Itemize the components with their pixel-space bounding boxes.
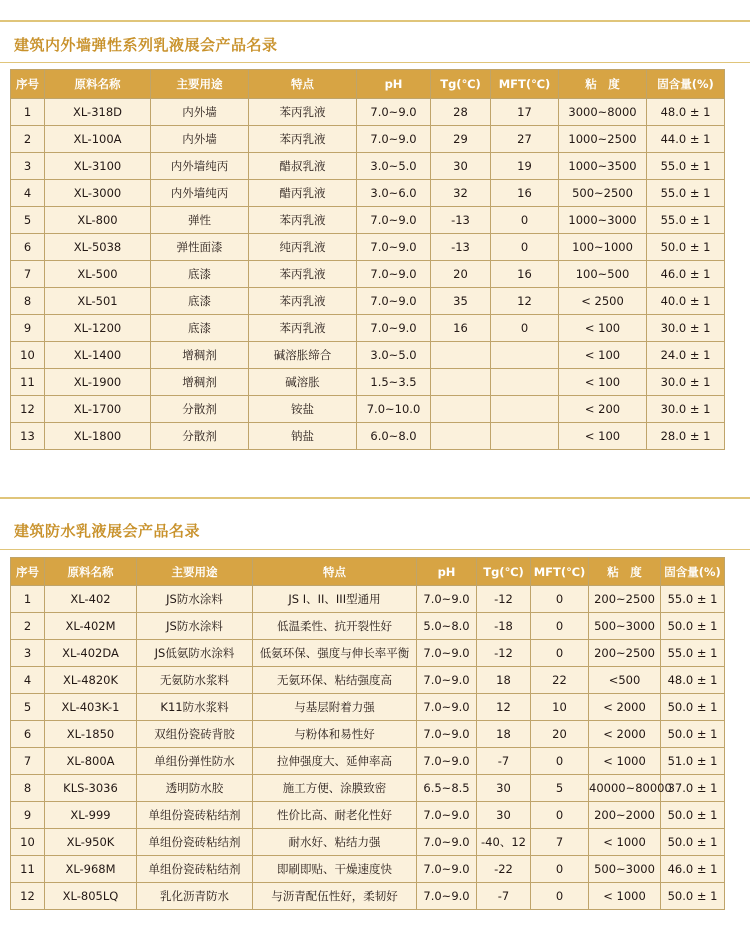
table-cell: 分散剂 [151, 423, 249, 450]
table-cell: 3.0~5.0 [357, 342, 431, 369]
table-cell: 底漆 [151, 261, 249, 288]
table-cell: 7.0~9.0 [417, 667, 477, 694]
table-cell: 拉伸强度大、延伸率高 [253, 748, 417, 775]
section2-header-row [11, 558, 725, 586]
table-cell: XL-3100 [45, 153, 151, 180]
table-cell: 0 [531, 613, 589, 640]
table-cell: 9 [11, 802, 45, 829]
table-cell: 内外墙纯丙 [151, 180, 249, 207]
table-cell: JS I、II、III型通用 [253, 586, 417, 613]
table-cell: 7 [11, 748, 45, 775]
table-cell: XL-1850 [45, 721, 137, 748]
column-header: 特点 [253, 558, 417, 586]
section1-title: 建筑内外墙弹性系列乳液展会产品名录 [14, 36, 278, 54]
table-cell: 无氨环保、粘结强度高 [253, 667, 417, 694]
table-cell: 与沥青配伍性好，柔韧好 [253, 883, 417, 910]
table-cell: 50.0 ± 1 [661, 883, 725, 910]
table-cell: 5.0~8.0 [417, 613, 477, 640]
table-cell: 底漆 [151, 288, 249, 315]
table-cell: XL-800 [45, 207, 151, 234]
table-cell: 7.0~9.0 [417, 586, 477, 613]
table-cell: 500~2500 [559, 180, 647, 207]
table-cell: 弹性面漆 [151, 234, 249, 261]
table-cell: XL-805LQ [45, 883, 137, 910]
table-cell: 16 [431, 315, 491, 342]
table-cell: 7.0~9.0 [357, 261, 431, 288]
table-cell: 3 [11, 153, 45, 180]
table-cell: XL-1900 [45, 369, 151, 396]
table-cell: 与基层附着力强 [253, 694, 417, 721]
table-cell: 醋叔乳液 [249, 153, 357, 180]
top-rule [0, 20, 750, 22]
table-cell: XL-1400 [45, 342, 151, 369]
table-cell: 55.0 ± 1 [647, 153, 725, 180]
table-cell: 7.0~9.0 [417, 802, 477, 829]
table-cell: K11防水浆料 [137, 694, 253, 721]
table-row [11, 586, 725, 613]
table-cell: 耐水好、粘结力强 [253, 829, 417, 856]
table-cell: XL-402 [45, 586, 137, 613]
table-cell: 2 [11, 126, 45, 153]
table-row [11, 775, 725, 802]
table-cell: 30 [477, 802, 531, 829]
table-cell: 7.0~9.0 [357, 234, 431, 261]
table-cell: 10 [11, 829, 45, 856]
table-row [11, 207, 725, 234]
section1-table [10, 69, 725, 450]
table-cell: XL-318D [45, 99, 151, 126]
table-cell: 50.0 ± 1 [661, 829, 725, 856]
column-header: 固含量(%) [647, 70, 725, 99]
column-header: 主要用途 [151, 70, 249, 99]
table-cell: XL-501 [45, 288, 151, 315]
table-cell: 20 [431, 261, 491, 288]
table-cell: 施工方便、涂膜致密 [253, 775, 417, 802]
table-cell: 27 [491, 126, 559, 153]
table-cell: -12 [477, 586, 531, 613]
table-cell: 1 [11, 99, 45, 126]
table-row [11, 99, 725, 126]
table-cell: 低温柔性、抗开裂性好 [253, 613, 417, 640]
table-cell: 16 [491, 261, 559, 288]
table-row [11, 883, 725, 910]
table-cell: 28.0 ± 1 [647, 423, 725, 450]
table-cell: XL-402M [45, 613, 137, 640]
table-cell: 1000~3000 [559, 207, 647, 234]
table-cell: 3000~8000 [559, 99, 647, 126]
table-cell: -7 [477, 748, 531, 775]
table-cell: 50.0 ± 1 [661, 613, 725, 640]
table-cell: 0 [531, 640, 589, 667]
table-cell: 苯丙乳液 [249, 126, 357, 153]
column-header: Tg(℃) [477, 558, 531, 586]
table-cell: 200~2500 [589, 640, 661, 667]
table-cell: 55.0 ± 1 [647, 207, 725, 234]
table-cell: < 1000 [589, 883, 661, 910]
table-cell: -13 [431, 207, 491, 234]
table-cell: 500~3000 [589, 613, 661, 640]
section2-body [11, 586, 725, 910]
section1-header-row [11, 70, 725, 99]
table-cell [431, 369, 491, 396]
table-cell: 1 [11, 586, 45, 613]
table-cell [491, 342, 559, 369]
table-cell: 50.0 ± 1 [661, 802, 725, 829]
table-cell: 苯丙乳液 [249, 261, 357, 288]
table-cell [431, 423, 491, 450]
table-cell: 50.0 ± 1 [647, 234, 725, 261]
table-cell: 44.0 ± 1 [647, 126, 725, 153]
table-cell: XL-999 [45, 802, 137, 829]
table-cell: 12 [11, 883, 45, 910]
table-cell: 24.0 ± 1 [647, 342, 725, 369]
table-row [11, 856, 725, 883]
table-cell: 19 [491, 153, 559, 180]
table-cell: 低氨环保、强度与伸长率平衡 [253, 640, 417, 667]
table-cell: -22 [477, 856, 531, 883]
table-cell: XL-403K-1 [45, 694, 137, 721]
table-row [11, 829, 725, 856]
table-cell: 乳化沥青防水 [137, 883, 253, 910]
table-cell: 16 [491, 180, 559, 207]
table-cell: 30.0 ± 1 [647, 315, 725, 342]
table-row [11, 423, 725, 450]
table-cell: XL-800A [45, 748, 137, 775]
section2-table [10, 557, 725, 910]
table-cell: < 2500 [559, 288, 647, 315]
column-header: 原料名称 [45, 70, 151, 99]
table-row [11, 261, 725, 288]
table-cell: 增稠剂 [151, 342, 249, 369]
table-cell: 7.0~9.0 [417, 856, 477, 883]
table-cell: XL-1700 [45, 396, 151, 423]
table-cell: 苯丙乳液 [249, 315, 357, 342]
table-cell: 碱溶胀缔合 [249, 342, 357, 369]
table-cell: 40.0 ± 1 [647, 288, 725, 315]
table-cell: 6 [11, 721, 45, 748]
table-cell: 51.0 ± 1 [661, 748, 725, 775]
table-cell: 弹性 [151, 207, 249, 234]
column-header: 主要用途 [137, 558, 253, 586]
table-cell: 11 [11, 369, 45, 396]
table-cell [491, 423, 559, 450]
table-cell: 8 [11, 775, 45, 802]
table-cell: 钠盐 [249, 423, 357, 450]
table-cell: 20 [531, 721, 589, 748]
table-cell: 0 [531, 748, 589, 775]
table-row [11, 667, 725, 694]
table-cell [491, 396, 559, 423]
table-cell: 3.0~6.0 [357, 180, 431, 207]
table-cell: 40000~80000 [589, 775, 661, 802]
table-cell: 28 [431, 99, 491, 126]
table-cell: 6 [11, 234, 45, 261]
table-row [11, 369, 725, 396]
table-cell: 分散剂 [151, 396, 249, 423]
table-cell: 12 [477, 694, 531, 721]
table-cell: 7 [11, 261, 45, 288]
table-cell: 30 [477, 775, 531, 802]
table-cell: XL-500 [45, 261, 151, 288]
column-header: 序号 [11, 70, 45, 99]
table-row [11, 640, 725, 667]
table-cell: 双组份瓷砖背胶 [137, 721, 253, 748]
table-cell: XL-100A [45, 126, 151, 153]
section1-rule [0, 62, 750, 63]
table-cell: < 200 [559, 396, 647, 423]
table-cell: 0 [531, 883, 589, 910]
table-cell: 7 [531, 829, 589, 856]
table-cell: 5 [531, 775, 589, 802]
table-cell: 增稠剂 [151, 369, 249, 396]
table-cell: 200~2000 [589, 802, 661, 829]
table-cell: 37.0 ± 1 [661, 775, 725, 802]
table-cell: XL-1800 [45, 423, 151, 450]
table-cell: 即刷即贴、干燥速度快 [253, 856, 417, 883]
table-cell: 2 [11, 613, 45, 640]
table-cell: 7.0~9.0 [417, 640, 477, 667]
table-cell [431, 396, 491, 423]
table-cell: 30 [431, 153, 491, 180]
table-row [11, 748, 725, 775]
table-row [11, 315, 725, 342]
column-header: 固含量(%) [661, 558, 725, 586]
table-cell: 苯丙乳液 [249, 99, 357, 126]
table-cell: -13 [431, 234, 491, 261]
table-cell: 7.0~9.0 [417, 829, 477, 856]
table-cell: 9 [11, 315, 45, 342]
table-cell: 50.0 ± 1 [661, 694, 725, 721]
table-cell: 4 [11, 667, 45, 694]
table-cell: -12 [477, 640, 531, 667]
table-cell: 7.0~9.0 [357, 207, 431, 234]
table-cell: 单组份弹性防水 [137, 748, 253, 775]
table-cell: < 100 [559, 342, 647, 369]
table-cell: 17 [491, 99, 559, 126]
column-header: 粘 度 [589, 558, 661, 586]
table-cell: 5 [11, 694, 45, 721]
table-row [11, 234, 725, 261]
table-cell: 3 [11, 640, 45, 667]
table-cell: 200~2500 [589, 586, 661, 613]
table-cell: 苯丙乳液 [249, 288, 357, 315]
table-cell: XL-3000 [45, 180, 151, 207]
table-cell: 单组份瓷砖粘结剂 [137, 829, 253, 856]
table-cell: 500~3000 [589, 856, 661, 883]
table-cell: 苯丙乳液 [249, 207, 357, 234]
table-cell: < 100 [559, 315, 647, 342]
table-cell: 32 [431, 180, 491, 207]
table-cell: 与粉体和易性好 [253, 721, 417, 748]
table-cell: 7.0~9.0 [357, 288, 431, 315]
table-cell: 46.0 ± 1 [647, 261, 725, 288]
table-cell: -40、12 [477, 829, 531, 856]
table-cell: 10 [11, 342, 45, 369]
table-cell [491, 369, 559, 396]
column-header: Tg(℃) [431, 70, 491, 99]
table-cell: 单组份瓷砖粘结剂 [137, 802, 253, 829]
table-row [11, 802, 725, 829]
table-cell: < 100 [559, 369, 647, 396]
table-cell: 50.0 ± 1 [661, 721, 725, 748]
table-cell: 内外墙纯丙 [151, 153, 249, 180]
column-header: MFT(℃) [491, 70, 559, 99]
section1-body [11, 99, 725, 450]
column-header: MFT(℃) [531, 558, 589, 586]
table-row [11, 613, 725, 640]
table-cell: 7.0~10.0 [357, 396, 431, 423]
table-cell: < 100 [559, 423, 647, 450]
table-cell: 碱溶胀 [249, 369, 357, 396]
table-cell: < 1000 [589, 748, 661, 775]
table-cell: 30.0 ± 1 [647, 396, 725, 423]
table-cell: 0 [531, 802, 589, 829]
table-cell [431, 342, 491, 369]
table-cell: 底漆 [151, 315, 249, 342]
table-cell: -7 [477, 883, 531, 910]
table-cell: 11 [11, 856, 45, 883]
column-header: pH [357, 70, 431, 99]
table-cell: 7.0~9.0 [417, 883, 477, 910]
table-cell: 55.0 ± 1 [661, 640, 725, 667]
table-cell: 10 [531, 694, 589, 721]
table-cell: 7.0~9.0 [357, 126, 431, 153]
table-cell: XL-4820K [45, 667, 137, 694]
table-cell: 55.0 ± 1 [661, 586, 725, 613]
table-row [11, 288, 725, 315]
table-cell: 纯丙乳液 [249, 234, 357, 261]
table-cell: < 2000 [589, 721, 661, 748]
table-cell: 13 [11, 423, 45, 450]
table-row [11, 153, 725, 180]
section-divider [0, 497, 750, 499]
table-cell: 18 [477, 667, 531, 694]
section2-rule [0, 549, 750, 550]
table-cell: 12 [491, 288, 559, 315]
table-cell: 7.0~9.0 [357, 99, 431, 126]
table-cell: XL-968M [45, 856, 137, 883]
table-row [11, 396, 725, 423]
table-cell: 1000~3500 [559, 153, 647, 180]
section2-title: 建筑防水乳液展会产品名录 [14, 522, 201, 540]
table-cell: 内外墙 [151, 99, 249, 126]
table-cell: 29 [431, 126, 491, 153]
table-cell: 0 [491, 315, 559, 342]
table-cell: 内外墙 [151, 126, 249, 153]
table-cell: 46.0 ± 1 [661, 856, 725, 883]
table-cell: JS低氨防水涂料 [137, 640, 253, 667]
table-cell: 0 [531, 856, 589, 883]
table-cell: 8 [11, 288, 45, 315]
table-cell: XL-5038 [45, 234, 151, 261]
table-cell: 30.0 ± 1 [647, 369, 725, 396]
table-row [11, 126, 725, 153]
table-cell: 6.0~8.0 [357, 423, 431, 450]
table-cell: XL-1200 [45, 315, 151, 342]
table-cell: 单组份瓷砖粘结剂 [137, 856, 253, 883]
table-row [11, 342, 725, 369]
table-cell: 48.0 ± 1 [647, 99, 725, 126]
table-row [11, 694, 725, 721]
table-cell: 35 [431, 288, 491, 315]
table-cell: 0 [491, 207, 559, 234]
table-cell: XL-402DA [45, 640, 137, 667]
table-cell: 0 [531, 586, 589, 613]
table-cell: 7.0~9.0 [417, 721, 477, 748]
table-cell: 100~500 [559, 261, 647, 288]
table-cell: 12 [11, 396, 45, 423]
table-cell: 3.0~5.0 [357, 153, 431, 180]
table-cell: 无氨防水浆料 [137, 667, 253, 694]
table-cell: 100~1000 [559, 234, 647, 261]
table-cell: 1.5~3.5 [357, 369, 431, 396]
column-header: pH [417, 558, 477, 586]
table-cell: 4 [11, 180, 45, 207]
column-header: 粘 度 [559, 70, 647, 99]
table-cell: JS防水涂料 [137, 613, 253, 640]
table-cell: 18 [477, 721, 531, 748]
table-cell: 1000~2500 [559, 126, 647, 153]
table-cell: 7.0~9.0 [417, 748, 477, 775]
column-header: 序号 [11, 558, 45, 586]
column-header: 原料名称 [45, 558, 137, 586]
table-cell: 48.0 ± 1 [661, 667, 725, 694]
table-cell: 透明防水胶 [137, 775, 253, 802]
table-cell: JS防水涂料 [137, 586, 253, 613]
table-cell: -18 [477, 613, 531, 640]
table-cell: XL-950K [45, 829, 137, 856]
table-cell: 7.0~9.0 [417, 694, 477, 721]
table-cell: 7.0~9.0 [357, 315, 431, 342]
table-cell: 55.0 ± 1 [647, 180, 725, 207]
table-cell: 6.5~8.5 [417, 775, 477, 802]
table-cell: 性价比高、耐老化性好 [253, 802, 417, 829]
table-cell: 醋丙乳液 [249, 180, 357, 207]
table-row [11, 180, 725, 207]
table-cell: < 1000 [589, 829, 661, 856]
table-cell: 22 [531, 667, 589, 694]
table-cell: < 2000 [589, 694, 661, 721]
table-cell: KLS-3036 [45, 775, 137, 802]
table-row [11, 721, 725, 748]
column-header: 特点 [249, 70, 357, 99]
table-cell: <500 [589, 667, 661, 694]
table-cell: 铵盐 [249, 396, 357, 423]
table-cell: 5 [11, 207, 45, 234]
table-cell: 0 [491, 234, 559, 261]
